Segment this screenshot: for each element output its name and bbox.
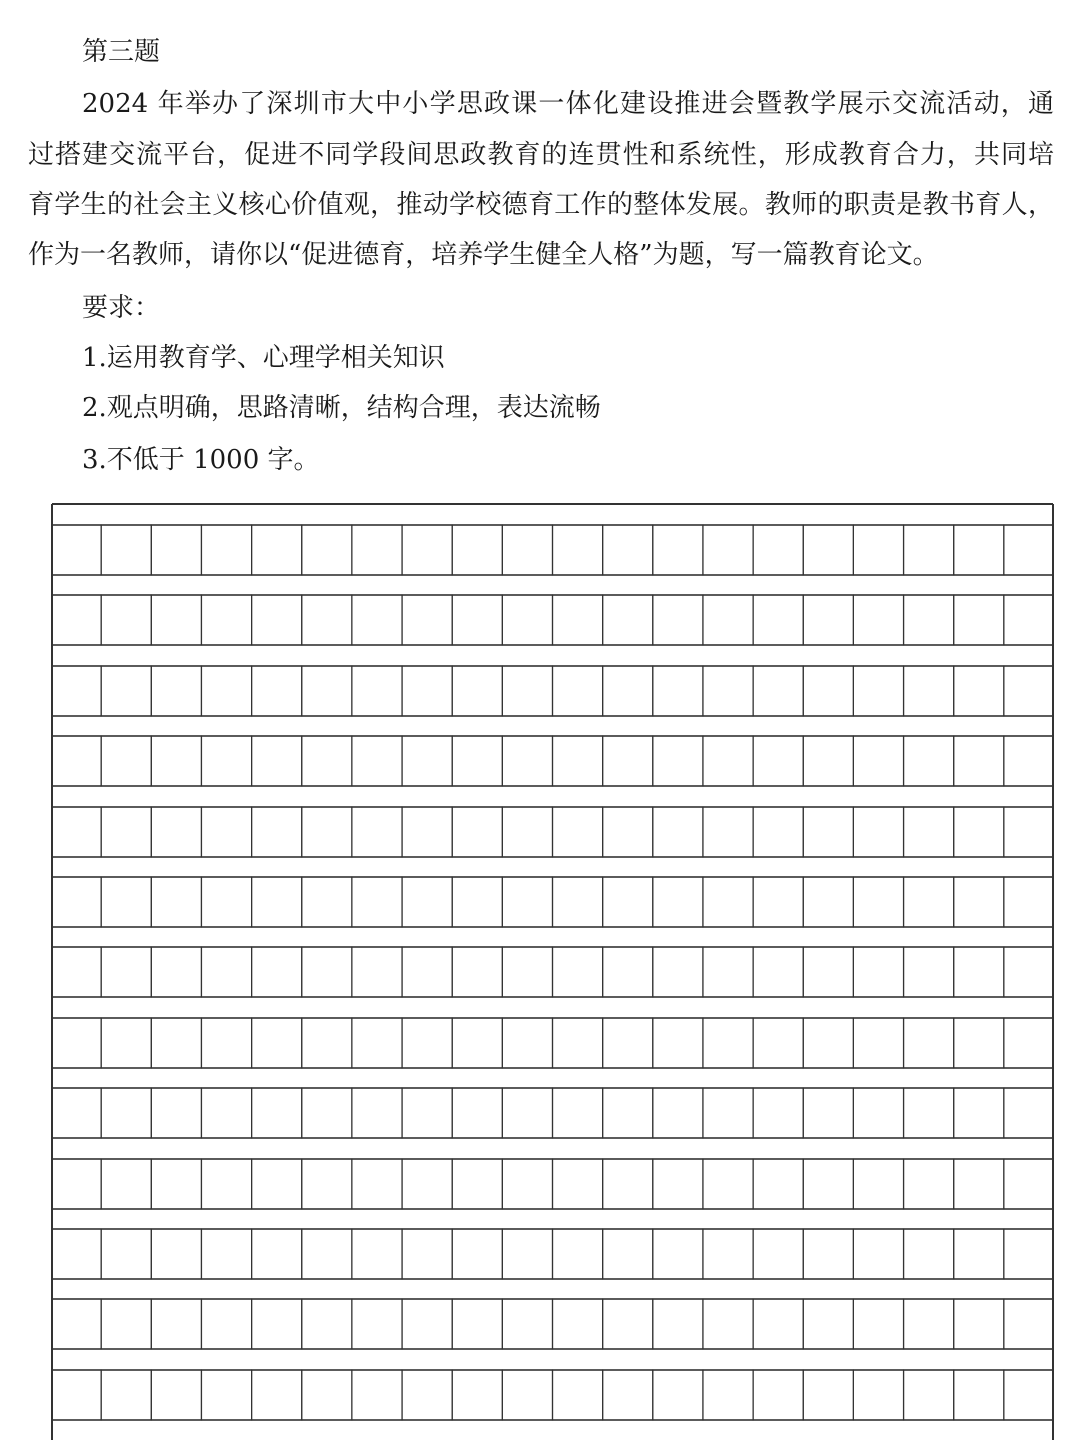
grid-cell[interactable]	[553, 1018, 603, 1068]
grid-cell[interactable]	[653, 807, 703, 857]
grid-cell[interactable]	[201, 1299, 251, 1349]
grid-cell[interactable]	[904, 1018, 954, 1068]
grid-cell[interactable]	[1004, 595, 1054, 645]
grid-cell[interactable]	[101, 1299, 151, 1349]
grid-cell[interactable]	[653, 1088, 703, 1138]
grid-cell[interactable]	[954, 1018, 1004, 1068]
grid-cell[interactable]	[1004, 736, 1054, 786]
grid-cell[interactable]	[151, 947, 201, 997]
grid-cell[interactable]	[803, 525, 853, 575]
grid-cell[interactable]	[553, 807, 603, 857]
grid-cell[interactable]	[502, 736, 552, 786]
grid-cell[interactable]	[51, 947, 101, 997]
grid-cell[interactable]	[352, 1229, 402, 1279]
requirement-3: 3.不低于 1000 字。	[82, 445, 320, 475]
grid-cell[interactable]	[1004, 1018, 1054, 1068]
grid-cell[interactable]	[603, 666, 653, 716]
grid-cell[interactable]	[151, 1159, 201, 1209]
grid-cell[interactable]	[753, 807, 803, 857]
grid-cell[interactable]	[402, 595, 452, 645]
grid-cell[interactable]	[402, 947, 452, 997]
grid-row[interactable]	[51, 1088, 1054, 1138]
grid-cell[interactable]	[151, 1299, 201, 1349]
grid-cell[interactable]	[151, 1088, 201, 1138]
grid-cell[interactable]	[101, 525, 151, 575]
grid-cell[interactable]	[252, 736, 302, 786]
grid-cell[interactable]	[603, 1018, 653, 1068]
grid-cell[interactable]	[853, 736, 903, 786]
grid-cell[interactable]	[151, 525, 201, 575]
grid-cell[interactable]	[402, 1088, 452, 1138]
grid-cell[interactable]	[101, 595, 151, 645]
grid-cell[interactable]	[954, 1088, 1004, 1138]
grid-cell[interactable]	[402, 1018, 452, 1068]
grid-cell[interactable]	[502, 525, 552, 575]
grid-row[interactable]	[51, 1229, 1054, 1279]
grid-cell[interactable]	[302, 1088, 352, 1138]
requirement-2: 2.观点明确，思路清晰，结构合理，表达流畅	[82, 393, 601, 423]
grid-cell[interactable]	[954, 595, 1004, 645]
grid-cell[interactable]	[352, 1159, 402, 1209]
grid-cell[interactable]	[502, 1370, 552, 1420]
grid-cell[interactable]	[352, 877, 402, 927]
grid-cell[interactable]	[502, 1018, 552, 1068]
grid-cell[interactable]	[904, 807, 954, 857]
grid-row[interactable]	[51, 1370, 1054, 1420]
grid-cell[interactable]	[603, 736, 653, 786]
grid-cell[interactable]	[302, 736, 352, 786]
grid-cell[interactable]	[904, 666, 954, 716]
grid-cell[interactable]	[452, 1370, 502, 1420]
grid-cell[interactable]	[452, 807, 502, 857]
grid-cell[interactable]	[302, 877, 352, 927]
grid-cell[interactable]	[352, 807, 402, 857]
grid-cell[interactable]	[553, 736, 603, 786]
grid-cell[interactable]	[853, 1018, 903, 1068]
grid-cell[interactable]	[703, 595, 753, 645]
grid-cell[interactable]	[553, 877, 603, 927]
grid-cell[interactable]	[803, 1229, 853, 1279]
grid-cell[interactable]	[352, 736, 402, 786]
grid-cell[interactable]	[853, 1370, 903, 1420]
grid-row[interactable]	[51, 1299, 1054, 1349]
grid-cell[interactable]	[753, 947, 803, 997]
grid-cell[interactable]	[201, 877, 251, 927]
answer-grid-svg[interactable]	[51, 503, 1054, 1440]
grid-cell[interactable]	[904, 1370, 954, 1420]
grid-cell[interactable]	[352, 1018, 402, 1068]
requirement-1: 1.运用教育学、心理学相关知识	[82, 343, 445, 373]
grid-cell[interactable]	[452, 595, 502, 645]
grid-cell[interactable]	[904, 525, 954, 575]
answer-grid[interactable]	[51, 503, 1054, 1440]
grid-cell[interactable]	[502, 1229, 552, 1279]
grid-cell[interactable]	[753, 1018, 803, 1068]
grid-cell[interactable]	[653, 947, 703, 997]
grid-cell[interactable]	[302, 1159, 352, 1209]
grid-cell[interactable]	[553, 1370, 603, 1420]
grid-cell[interactable]	[51, 666, 101, 716]
grid-cell[interactable]	[1004, 1229, 1054, 1279]
grid-cell[interactable]	[151, 807, 201, 857]
grid-cell[interactable]	[603, 1229, 653, 1279]
grid-cell[interactable]	[954, 947, 1004, 997]
grid-cell[interactable]	[553, 595, 603, 645]
grid-cell[interactable]	[201, 807, 251, 857]
grid-cell[interactable]	[853, 666, 903, 716]
grid-cell[interactable]	[201, 525, 251, 575]
grid-cell[interactable]	[302, 525, 352, 575]
grid-cell[interactable]	[101, 1088, 151, 1138]
grid-cell[interactable]	[603, 1088, 653, 1138]
grid-cell[interactable]	[302, 947, 352, 997]
grid-cell[interactable]	[553, 1088, 603, 1138]
grid-cell[interactable]	[402, 1370, 452, 1420]
grid-cell[interactable]	[452, 736, 502, 786]
grid-cell[interactable]	[853, 1159, 903, 1209]
grid-cell[interactable]	[803, 595, 853, 645]
grid-cell[interactable]	[803, 807, 853, 857]
grid-cell[interactable]	[101, 736, 151, 786]
grid-cell[interactable]	[1004, 1370, 1054, 1420]
grid-cell[interactable]	[753, 666, 803, 716]
grid-cell[interactable]	[51, 736, 101, 786]
grid-cell[interactable]	[151, 736, 201, 786]
grid-cell[interactable]	[603, 525, 653, 575]
grid-cell[interactable]	[402, 877, 452, 927]
grid-cell[interactable]	[703, 807, 753, 857]
grid-row[interactable]	[51, 807, 1054, 857]
grid-cell[interactable]	[904, 595, 954, 645]
grid-cell[interactable]	[201, 666, 251, 716]
grid-cell[interactable]	[954, 877, 1004, 927]
grid-cell[interactable]	[954, 1159, 1004, 1209]
grid-cell[interactable]	[151, 595, 201, 645]
grid-cell[interactable]	[853, 947, 903, 997]
grid-cell[interactable]	[151, 666, 201, 716]
grid-cell[interactable]	[101, 807, 151, 857]
grid-cell[interactable]	[352, 666, 402, 716]
grid-cell[interactable]	[703, 1229, 753, 1279]
grid-cell[interactable]	[352, 947, 402, 997]
grid-cell[interactable]	[753, 1229, 803, 1279]
requirements-label: 要求：	[82, 293, 161, 323]
grid-cell[interactable]	[452, 1159, 502, 1209]
grid-cell[interactable]	[502, 666, 552, 716]
grid-cell[interactable]	[502, 1159, 552, 1209]
grid-cell[interactable]	[252, 1370, 302, 1420]
grid-cell[interactable]	[252, 1229, 302, 1279]
grid-cell[interactable]	[201, 1229, 251, 1279]
grid-cell[interactable]	[904, 1088, 954, 1138]
grid-cell[interactable]	[252, 807, 302, 857]
grid-cell[interactable]	[452, 1018, 502, 1068]
grid-cell[interactable]	[302, 1229, 352, 1279]
grid-cell[interactable]	[653, 525, 703, 575]
grid-cell[interactable]	[51, 807, 101, 857]
grid-cell[interactable]	[904, 1159, 954, 1209]
grid-cell[interactable]	[853, 525, 903, 575]
grid-cell[interactable]	[803, 1370, 853, 1420]
grid-cell[interactable]	[753, 1370, 803, 1420]
grid-cell[interactable]	[252, 1159, 302, 1209]
grid-cell[interactable]	[352, 525, 402, 575]
grid-row[interactable]	[51, 525, 1054, 575]
grid-cell[interactable]	[201, 1159, 251, 1209]
grid-cell[interactable]	[101, 666, 151, 716]
grid-cell[interactable]	[853, 595, 903, 645]
grid-cell[interactable]	[803, 736, 853, 786]
grid-cell[interactable]	[302, 1299, 352, 1349]
grid-cell[interactable]	[252, 595, 302, 645]
grid-cell[interactable]	[603, 1370, 653, 1420]
grid-row[interactable]	[51, 947, 1054, 997]
grid-cell[interactable]	[803, 1159, 853, 1209]
grid-cell[interactable]	[452, 1229, 502, 1279]
prompt-line-3: 育学生的社会主义核心价值观，推动学校德育工作的整体发展。教师的职责是教书育人，	[28, 190, 1054, 220]
grid-cell[interactable]	[1004, 1159, 1054, 1209]
grid-cell[interactable]	[653, 1370, 703, 1420]
grid-cell[interactable]	[803, 1299, 853, 1349]
grid-cell[interactable]	[653, 595, 703, 645]
grid-cell[interactable]	[954, 807, 1004, 857]
grid-cell[interactable]	[201, 1018, 251, 1068]
grid-cell[interactable]	[954, 666, 1004, 716]
grid-cell[interactable]	[402, 525, 452, 575]
grid-cell[interactable]	[904, 1299, 954, 1349]
grid-cell[interactable]	[753, 736, 803, 786]
grid-cell[interactable]	[703, 525, 753, 575]
grid-cell[interactable]	[151, 1370, 201, 1420]
grid-cell[interactable]	[402, 1159, 452, 1209]
grid-cell[interactable]	[703, 1088, 753, 1138]
grid-cell[interactable]	[252, 525, 302, 575]
grid-cell[interactable]	[402, 1299, 452, 1349]
grid-cell[interactable]	[101, 1018, 151, 1068]
grid-cell[interactable]	[803, 1088, 853, 1138]
grid-cell[interactable]	[101, 877, 151, 927]
prompt-line-1: 2024 年举办了深圳市大中小学思政课一体化建设推进会暨教学展示交流活动，通	[82, 89, 1054, 119]
grid-cell[interactable]	[1004, 947, 1054, 997]
grid-cell[interactable]	[402, 1229, 452, 1279]
grid-cell[interactable]	[603, 595, 653, 645]
grid-cell[interactable]	[703, 1018, 753, 1068]
grid-cell[interactable]	[51, 877, 101, 927]
grid-cell[interactable]	[954, 736, 1004, 786]
grid-cell[interactable]	[653, 1018, 703, 1068]
grid-cell[interactable]	[1004, 807, 1054, 857]
question-title: 第三题	[82, 37, 161, 67]
grid-cell[interactable]	[51, 1159, 101, 1209]
grid-cell[interactable]	[252, 666, 302, 716]
grid-cell[interactable]	[603, 877, 653, 927]
grid-cell[interactable]	[904, 877, 954, 927]
grid-cell[interactable]	[402, 807, 452, 857]
grid-cell[interactable]	[904, 1229, 954, 1279]
grid-cell[interactable]	[803, 666, 853, 716]
grid-cell[interactable]	[753, 1088, 803, 1138]
grid-cell[interactable]	[302, 595, 352, 645]
grid-cell[interactable]	[1004, 1088, 1054, 1138]
grid-cell[interactable]	[452, 666, 502, 716]
grid-cell[interactable]	[51, 1370, 101, 1420]
grid-cell[interactable]	[653, 1299, 703, 1349]
grid-cell[interactable]	[452, 1088, 502, 1138]
grid-cell[interactable]	[51, 525, 101, 575]
grid-cell[interactable]	[302, 666, 352, 716]
grid-cell[interactable]	[452, 525, 502, 575]
grid-cell[interactable]	[302, 1018, 352, 1068]
grid-cell[interactable]	[151, 877, 201, 927]
grid-cell[interactable]	[151, 1018, 201, 1068]
grid-cell[interactable]	[201, 736, 251, 786]
grid-row[interactable]	[51, 877, 1054, 927]
grid-cell[interactable]	[853, 807, 903, 857]
grid-cell[interactable]	[603, 947, 653, 997]
grid-cell[interactable]	[502, 1088, 552, 1138]
grid-cell[interactable]	[51, 1299, 101, 1349]
grid-row[interactable]	[51, 666, 1054, 716]
grid-cell[interactable]	[502, 1299, 552, 1349]
grid-cell[interactable]	[703, 1159, 753, 1209]
grid-cell[interactable]	[954, 525, 1004, 575]
grid-cell[interactable]	[352, 595, 402, 645]
grid-cell[interactable]	[201, 1370, 251, 1420]
grid-cell[interactable]	[803, 877, 853, 927]
grid-row[interactable]	[51, 1159, 1054, 1209]
grid-cell[interactable]	[51, 1018, 101, 1068]
grid-cell[interactable]	[653, 1229, 703, 1279]
grid-row[interactable]	[51, 1018, 1054, 1068]
grid-cell[interactable]	[954, 1299, 1004, 1349]
grid-row[interactable]	[51, 736, 1054, 786]
grid-cell[interactable]	[252, 877, 302, 927]
grid-cell[interactable]	[252, 1088, 302, 1138]
grid-cell[interactable]	[101, 947, 151, 997]
grid-cell[interactable]	[252, 1018, 302, 1068]
grid-cell[interactable]	[653, 736, 703, 786]
grid-cell[interactable]	[502, 595, 552, 645]
grid-cell[interactable]	[352, 1088, 402, 1138]
grid-cell[interactable]	[452, 947, 502, 997]
grid-cell[interactable]	[553, 666, 603, 716]
grid-cell[interactable]	[51, 1229, 101, 1279]
prompt-line-2: 过搭建交流平台，促进不同学段间思政教育的连贯性和系统性，形成教育合力，共同培	[28, 140, 1054, 170]
grid-cell[interactable]	[653, 666, 703, 716]
grid-cell[interactable]	[853, 1088, 903, 1138]
grid-row[interactable]	[51, 595, 1054, 645]
grid-cell[interactable]	[101, 1370, 151, 1420]
grid-cell[interactable]	[452, 1299, 502, 1349]
grid-cell[interactable]	[904, 947, 954, 997]
grid-cell[interactable]	[853, 1299, 903, 1349]
grid-cell[interactable]	[101, 1229, 151, 1279]
grid-cell[interactable]	[302, 1370, 352, 1420]
grid-cell[interactable]	[101, 1159, 151, 1209]
grid-cell[interactable]	[753, 1299, 803, 1349]
grid-cell[interactable]	[954, 1370, 1004, 1420]
grid-cell[interactable]	[553, 947, 603, 997]
grid-cell[interactable]	[703, 877, 753, 927]
grid-cell[interactable]	[1004, 877, 1054, 927]
grid-cell[interactable]	[502, 947, 552, 997]
grid-cell[interactable]	[753, 595, 803, 645]
grid-cell[interactable]	[954, 1229, 1004, 1279]
grid-cell[interactable]	[151, 1229, 201, 1279]
grid-cell[interactable]	[352, 1370, 402, 1420]
grid-cell[interactable]	[753, 525, 803, 575]
grid-cell[interactable]	[603, 1159, 653, 1209]
grid-cell[interactable]	[603, 807, 653, 857]
grid-cell[interactable]	[1004, 1299, 1054, 1349]
grid-cell[interactable]	[703, 947, 753, 997]
grid-cell[interactable]	[402, 666, 452, 716]
grid-cell[interactable]	[553, 1159, 603, 1209]
grid-cell[interactable]	[201, 595, 251, 645]
grid-cell[interactable]	[653, 877, 703, 927]
grid-cell[interactable]	[753, 1159, 803, 1209]
prompt-line-4: 作为一名教师，请你以“促进德育，培养学生健全人格”为题，写一篇教育论文。	[28, 240, 939, 270]
grid-cell[interactable]	[703, 736, 753, 786]
grid-cell[interactable]	[703, 1370, 753, 1420]
grid-cell[interactable]	[201, 1088, 251, 1138]
grid-cell[interactable]	[252, 1299, 302, 1349]
grid-cell[interactable]	[653, 1159, 703, 1209]
grid-cell[interactable]	[452, 877, 502, 927]
grid-cell[interactable]	[502, 877, 552, 927]
grid-cell[interactable]	[201, 947, 251, 997]
grid-cell[interactable]	[753, 877, 803, 927]
grid-cell[interactable]	[904, 736, 954, 786]
grid-cell[interactable]	[553, 525, 603, 575]
grid-cell[interactable]	[1004, 525, 1054, 575]
grid-cell[interactable]	[302, 807, 352, 857]
grid-cell[interactable]	[502, 807, 552, 857]
grid-cell[interactable]	[603, 1299, 653, 1349]
grid-cell[interactable]	[51, 595, 101, 645]
grid-cell[interactable]	[803, 1018, 853, 1068]
grid-cell[interactable]	[553, 1299, 603, 1349]
grid-cell[interactable]	[252, 947, 302, 997]
grid-cell[interactable]	[51, 1088, 101, 1138]
grid-cell[interactable]	[703, 1299, 753, 1349]
grid-cell[interactable]	[703, 666, 753, 716]
grid-cell[interactable]	[1004, 666, 1054, 716]
grid-cell[interactable]	[402, 736, 452, 786]
grid-cell[interactable]	[853, 1229, 903, 1279]
grid-cell[interactable]	[553, 1229, 603, 1279]
grid-cell[interactable]	[352, 1299, 402, 1349]
grid-cell[interactable]	[853, 877, 903, 927]
grid-cell[interactable]	[803, 947, 853, 997]
